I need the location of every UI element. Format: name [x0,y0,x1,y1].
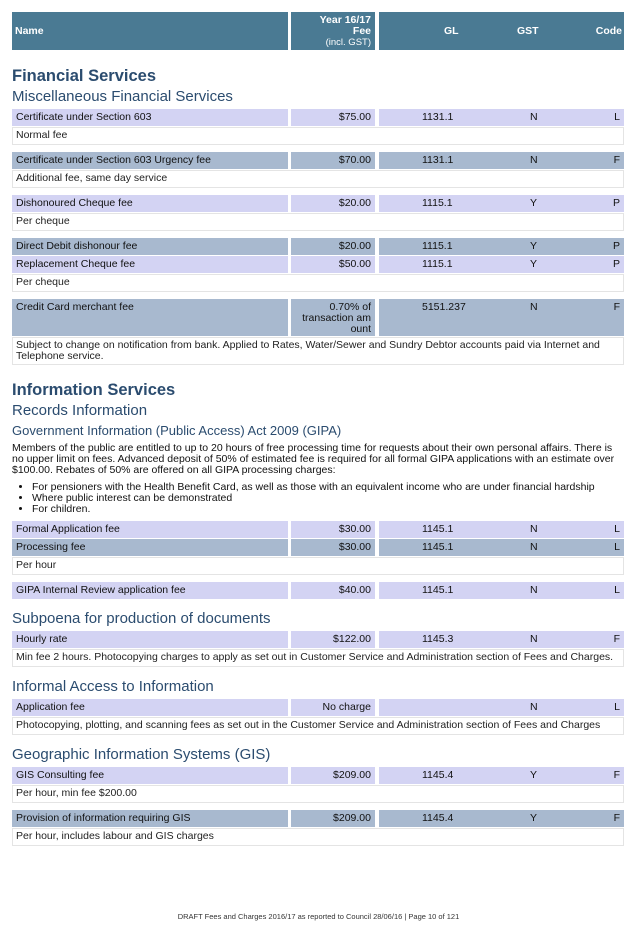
table-row [12,195,624,212]
subsection-title: Subpoena for production of documents [12,610,271,627]
table-row [12,582,624,599]
fee-gst: Y [530,258,538,270]
fee-note: Additional fee, same day service [12,170,624,188]
fee-amount-line: 0.70% of [329,301,371,313]
table-row [12,152,624,169]
fee-gst: N [530,701,538,713]
fee-gst: N [530,584,538,596]
fee-code: L [614,584,620,596]
fee-code: F [613,812,620,824]
header-name-label: Name [15,25,44,37]
fee-gst: Y [530,197,538,209]
fee-gst: N [530,541,538,553]
list-item: • Where public interest can be demonstrated [32,493,624,504]
fee-amount: $70.00 [338,154,371,166]
subsection-title: Informal Access to Information [12,678,214,695]
fee-gst: N [530,633,538,645]
fee-note: Per hour, includes labour and GIS charges [12,828,624,846]
fee-name: Direct Debit dishonour fee [16,240,138,252]
fee-note: Min fee 2 hours. Photocopying charges to apply as set out in Customer Service and Administration section of Fees and Charges. [12,649,624,667]
fee-gl: 1145.3 [422,633,454,645]
fee-name: Formal Application fee [16,523,120,535]
fee-gl: 5151.237 [422,301,466,313]
fee-code: L [614,541,620,553]
table-row [12,539,624,556]
fee-gst: Y [530,240,538,252]
gipa-description: Members of the public are entitled to up to 20 hours of free processing time for requests about their own personal affairs. There is no upper limit on fees. Advanced deposit of 50% of estimated fee is required for all formal GIPA applications with an estimate over $100.00. Rebates of 50% are offered on all GIPA processing charges: [12,442,615,476]
table-row [12,699,624,716]
table-row [12,238,624,255]
fee-name: Credit Card merchant fee [16,301,134,313]
fee-name: Hourly rate [16,633,68,645]
section-title: Financial Services [12,67,156,85]
fee-note: Per cheque [12,274,624,292]
fee-code: F [613,154,620,166]
fees-page [12,12,624,846]
fee-gst: N [530,523,538,535]
fee-gst: Y [530,812,538,824]
fee-name: Processing fee [16,541,86,553]
table-row [12,109,624,126]
table-row [12,299,624,336]
fee-code: L [614,701,620,713]
header-codes [379,12,624,50]
table-row [12,631,624,648]
list-item: • For pensioners with the Health Benefit Card, as well as those with an equivalent income who are under financial hardship [32,482,624,493]
fee-name: Certificate under Section 603 [16,111,152,123]
fee-amount: $30.00 [338,541,371,553]
fee-code: P [612,258,620,270]
fee-gl: 1145.1 [422,584,454,596]
fee-code: F [613,301,620,313]
gipa-title: Government Information (Public Access) Act 2009 (GIPA) [12,423,342,438]
fee-amount: $40.00 [338,584,371,596]
header-code: Code [595,25,622,37]
fee-name: GIS Consulting fee [16,769,105,781]
fee-gl: 1131.1 [422,154,454,166]
fee-name: GIPA Internal Review application fee [16,584,186,596]
fee-amount-line: transaction am [302,312,371,324]
fee-gst: N [530,301,538,313]
page-footer: DRAFT Fees and Charges 2016/17 as reported to Council 28/06/16 | Page 10 of 121 [177,912,460,921]
fee-amount: $122.00 [333,633,371,645]
fee-name: Application fee [16,701,85,713]
fee-gl: 1145.4 [422,769,454,781]
fee-amount [291,302,371,335]
fee-amount: $209.00 [333,812,371,824]
list-item: • For children. [32,504,624,515]
table-row [12,521,624,538]
header-gst: GST [517,25,539,37]
fee-note: Subject to change on notification from bank. Applied to Rates, Water/Sewer and Sundry Debtor accounts paid via Internet and Telephone service. [12,337,624,365]
fee-code: F [613,769,620,781]
section-title: Information Services [12,381,176,399]
fee-gst: N [530,154,538,166]
fee-amount-line: ount [350,323,371,335]
fee-gl: 1115.1 [422,258,453,270]
fee-gl: 1131.1 [422,111,454,123]
fee-amount: $209.00 [333,769,371,781]
fee-gl: 1115.1 [422,197,453,209]
fee-code: P [612,240,620,252]
fee-code: P [612,197,620,209]
fee-code: L [614,523,620,535]
fee-note: Per hour, min fee $200.00 [12,785,624,803]
header-name [12,12,288,50]
subsection-title: Records Information [12,402,148,419]
fee-gst: Y [530,769,538,781]
fee-note: Photocopying, plotting, and scanning fees as set out in the Customer Service and Administration section of Fees and Charges [12,717,624,735]
fee-code: F [613,633,620,645]
subsection-title: Geographic Information Systems (GIS) [12,746,271,763]
fee-note: Per hour [12,557,624,575]
fee-name: Certificate under Section 603 Urgency fee [16,154,211,166]
header-fee-label: Fee [352,25,371,37]
header-fee-year: Year 16/17 [319,14,371,26]
table-header [12,12,624,50]
table-row [12,810,624,827]
fee-amount: $20.00 [338,240,371,252]
header-gl: GL [444,25,459,37]
fee-amount: $50.00 [338,258,371,270]
fee-name: Replacement Cheque fee [16,258,136,270]
fee-code: L [614,111,620,123]
fee-name: Provision of information requiring GIS [16,812,191,824]
fee-gl: 1145.1 [422,523,454,535]
fee-gl: 1115.1 [422,240,453,252]
fee-note: Normal fee [12,127,624,145]
header-fee [291,12,375,50]
fee-gl: 1145.4 [422,812,454,824]
header-fee-gst: (incl. GST) [325,37,371,48]
fee-amount: No charge [322,701,371,713]
table-row [12,767,624,784]
fee-amount: $30.00 [338,523,371,535]
fee-amount: $20.00 [338,197,371,209]
fee-gl: 1145.1 [422,541,454,553]
table-row [12,256,624,273]
fee-name: Dishonoured Cheque fee [16,197,133,209]
fee-note: Per cheque [12,213,624,231]
fee-gst: N [530,111,538,123]
subsection-title: Miscellaneous Financial Services [12,88,233,105]
rebate-list [12,482,624,515]
fee-amount: $75.00 [338,111,371,123]
